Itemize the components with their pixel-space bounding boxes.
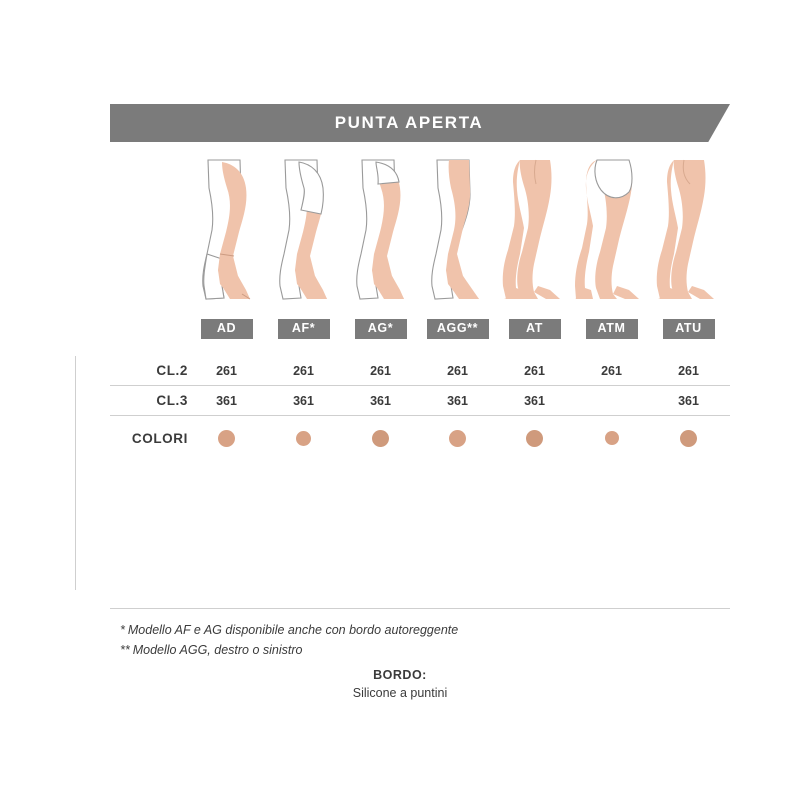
code-cell-af <box>265 318 342 340</box>
footnotes <box>120 620 720 660</box>
figure-row <box>188 158 728 308</box>
title-banner <box>110 104 730 142</box>
figure-maternity-pantyhose <box>573 158 650 308</box>
footer-subtitle: Silicone a puntini <box>352 686 448 700</box>
color-cell <box>496 430 573 447</box>
table-cell: 261 <box>370 363 391 378</box>
code-cell-atu <box>650 318 727 340</box>
footnote-double-star <box>120 640 720 660</box>
footnote-text: Modello AGG, destro o sinistro <box>132 643 303 657</box>
footer-title: BORDO: <box>373 668 427 682</box>
table-row-colori <box>110 416 730 460</box>
table-cell: 261 <box>601 363 622 378</box>
code-cell-atm <box>573 318 650 340</box>
code-cell-agg <box>419 318 496 340</box>
figure-pantyhose <box>496 158 573 308</box>
color-swatch <box>372 430 389 447</box>
code-chip[interactable]: AD <box>201 319 253 339</box>
table-cell: 261 <box>293 363 314 378</box>
footnote-marker: * <box>120 623 125 637</box>
code-chip[interactable]: ATM <box>586 319 638 339</box>
code-chip[interactable]: ATU <box>663 319 715 339</box>
table-cell: 361 <box>293 393 314 408</box>
row-label-colori: COLORI <box>131 430 188 446</box>
figure-mid-thigh-stocking <box>265 158 342 308</box>
color-swatch <box>296 431 311 446</box>
table-cell: 361 <box>524 393 545 408</box>
footnote-text: Modello AF e AG disponibile anche con bordo autoreggente <box>127 623 459 637</box>
color-swatch <box>605 431 619 445</box>
footnote-single-star <box>120 620 720 640</box>
color-cell <box>650 430 727 447</box>
color-swatch <box>680 430 697 447</box>
code-label-row <box>188 318 728 340</box>
row-label-cl3: CL.3 <box>156 393 188 408</box>
color-cell <box>265 430 342 447</box>
row-cells-cl3 <box>188 394 727 408</box>
code-cell-at <box>496 318 573 340</box>
figure-knee-high-stocking <box>188 158 265 308</box>
code-cell-ad <box>188 318 265 340</box>
code-chip[interactable]: AT <box>509 319 561 339</box>
code-chip[interactable]: AGG** <box>427 319 489 339</box>
table-row-cl2 <box>110 356 730 386</box>
code-cell-ag <box>342 318 419 340</box>
table-cell: 361 <box>216 393 237 408</box>
color-swatch <box>526 430 543 447</box>
row-label-cl2: CL.2 <box>156 363 188 378</box>
row-cells-colori <box>188 430 727 447</box>
figure-single-leg-pantyhose <box>419 158 496 308</box>
figure-thigh-high-stocking <box>342 158 419 308</box>
color-cell <box>419 430 496 447</box>
table-cell: 261 <box>216 363 237 378</box>
row-cells-cl2 <box>188 364 727 378</box>
footer-block <box>0 666 800 702</box>
table-cell: 361 <box>447 393 468 408</box>
figure-unisex-pantyhose <box>650 158 727 308</box>
color-cell <box>342 430 419 447</box>
size-table <box>110 356 730 460</box>
color-swatch <box>449 430 466 447</box>
color-cell <box>188 430 265 447</box>
table-cell <box>573 394 650 408</box>
page-title: PUNTA APERTA <box>334 113 484 132</box>
color-cell <box>573 430 650 447</box>
table-cell: 261 <box>447 363 468 378</box>
table-bottom-rule <box>110 608 730 609</box>
table-cell: 261 <box>524 363 545 378</box>
table-cell: 361 <box>370 393 391 408</box>
table-row-cl3 <box>110 386 730 416</box>
table-cell: 261 <box>678 363 699 378</box>
code-chip[interactable]: AG* <box>355 319 407 339</box>
footnote-marker: ** <box>120 643 130 657</box>
table-vertical-rule <box>75 356 76 590</box>
code-chip[interactable]: AF* <box>278 319 330 339</box>
table-cell: 361 <box>678 393 699 408</box>
color-swatch <box>218 430 235 447</box>
